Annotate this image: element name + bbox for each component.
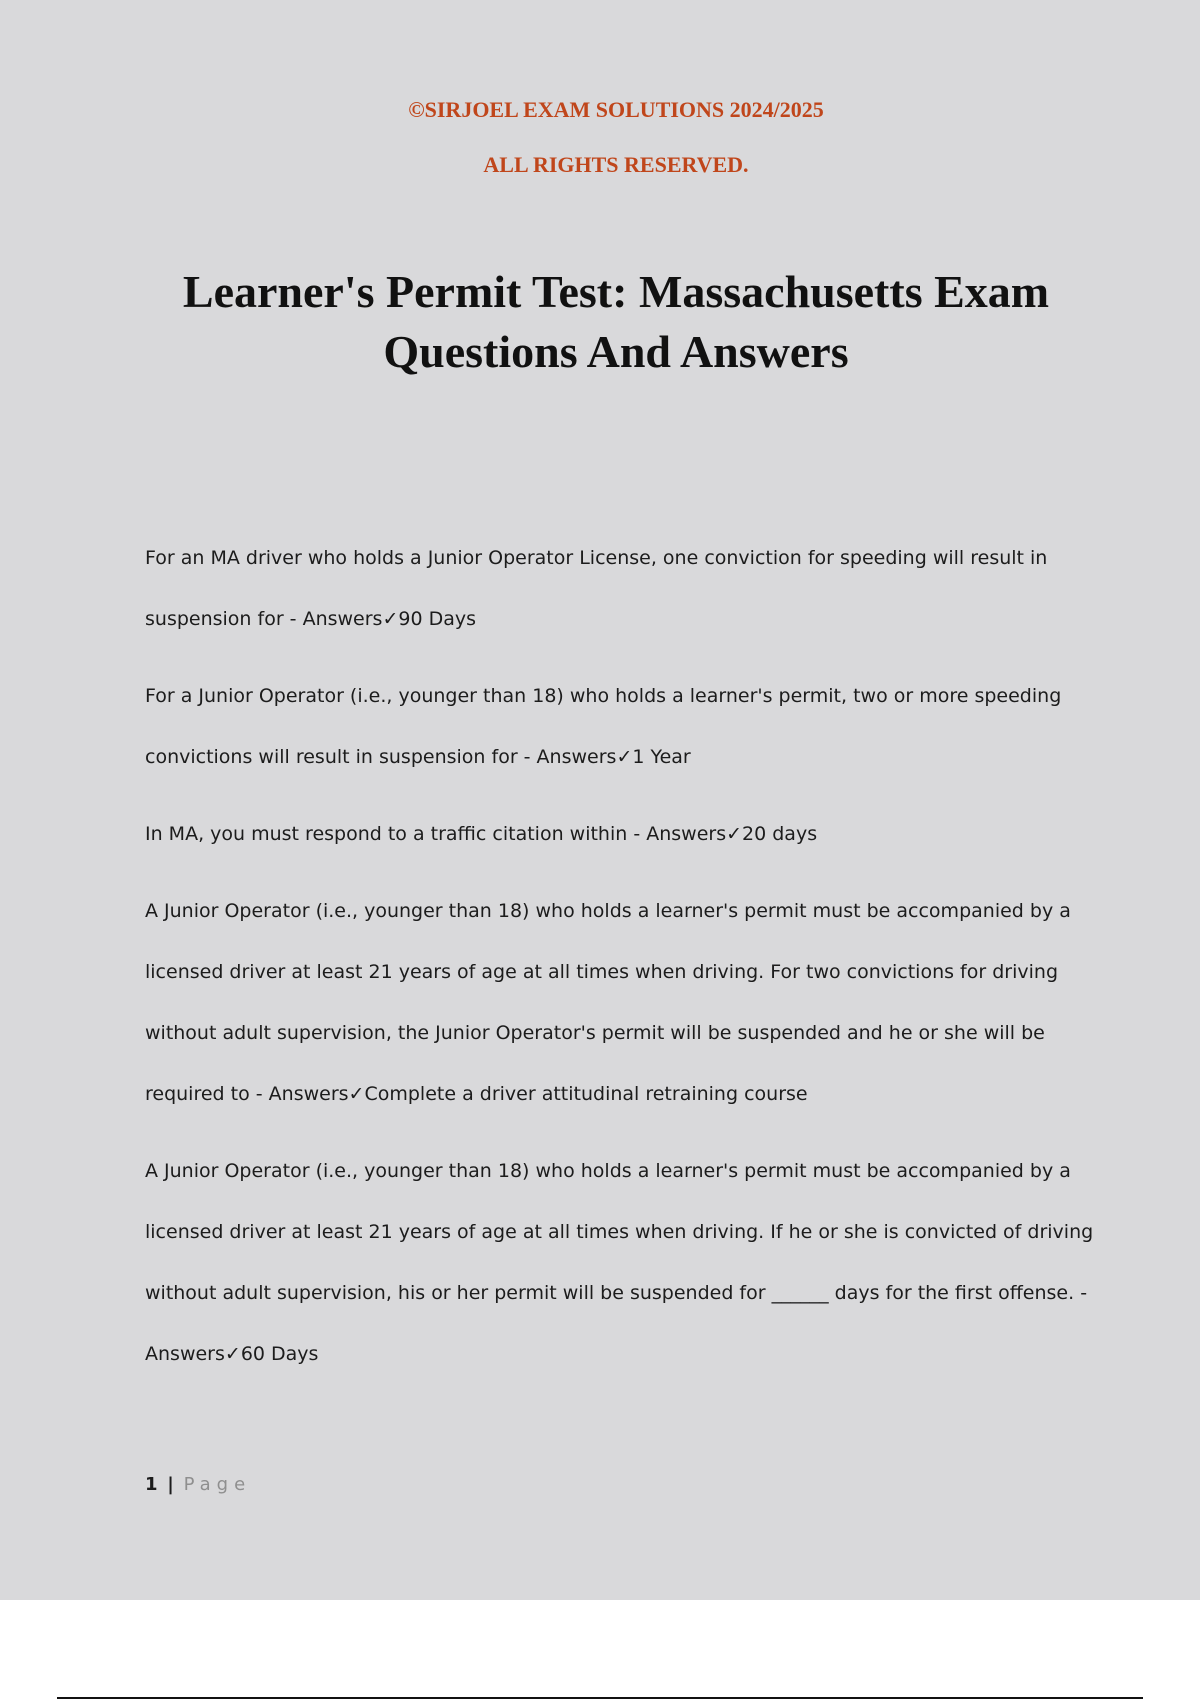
checkmark-icon: ✓ (726, 823, 743, 845)
qa-item-2 (145, 666, 1095, 788)
question-text: A Junior Operator (i.e., younger than 18) who holds a learner's permit must be accompanied by a licensed driver at least 21 years of age at all times when driving. If he or she is convicted of driving without adult supervision, his or her permit will be suspended for ______ days for the first offense. - Answers (145, 1160, 1094, 1365)
next-page-top-rule (57, 1697, 1143, 1699)
copyright-line-2: ALL RIGHTS RESERVED. (483, 152, 749, 177)
footer-separator: | (167, 1474, 174, 1495)
question-text: For a Junior Operator (i.e., younger than 18) who holds a learner's permit, two or more speeding convictions will result in suspension for - Answers (145, 685, 1062, 768)
qa-item-3 (145, 804, 1095, 865)
answer-text: 20 days (742, 823, 818, 845)
qa-item-4 (145, 881, 1095, 1125)
question-text: A Junior Operator (i.e., younger than 18) who holds a learner's permit must be accompanied by a licensed driver at least 21 years of age at all times when driving. For two convictions for driving without adult supervision, the Junior Operator's permit will be suspended and he or she will be required to - Answers (145, 900, 1071, 1105)
answer-text: 1 Year (632, 746, 691, 768)
qa-item-5 (145, 1141, 1095, 1385)
answer-text: 60 Days (240, 1343, 319, 1365)
question-text: In MA, you must respond to a traffic citation within - Answers (145, 823, 727, 845)
checkmark-icon: ✓ (348, 1083, 365, 1105)
page-footer (145, 1474, 251, 1495)
answer-text: 90 Days (398, 608, 477, 630)
page-number: 1 (145, 1474, 158, 1495)
copyright-notice (0, 96, 1200, 179)
page-label: Page (183, 1474, 252, 1495)
checkmark-icon: ✓ (382, 608, 399, 630)
document-title: Learner's Permit Test: Massachusetts Exam Questions And Answers (182, 266, 1050, 377)
qa-item-1 (145, 528, 1095, 650)
copyright-line-1: ©SIRJOEL EXAM SOLUTIONS 2024/2025 (408, 97, 824, 122)
checkmark-icon: ✓ (616, 746, 633, 768)
qa-list (145, 528, 1095, 1401)
question-text: For an MA driver who holds a Junior Operator License, one conviction for speeding will result in suspension for - Answers (145, 547, 1048, 630)
answer-text: Complete a driver attitudinal retraining course (364, 1083, 808, 1105)
checkmark-icon: ✓ (224, 1343, 241, 1365)
